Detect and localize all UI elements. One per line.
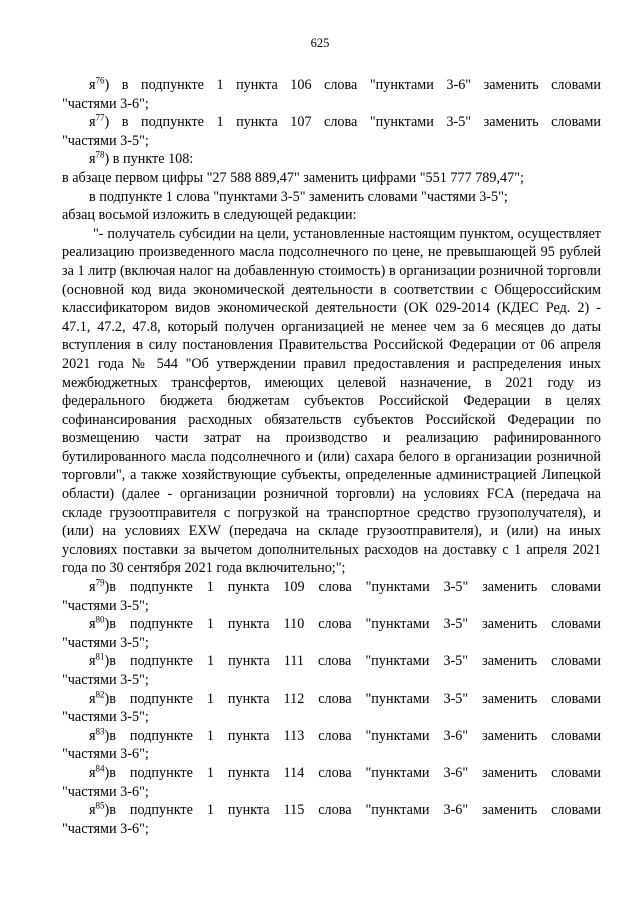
footnote-marker: 78 xyxy=(95,149,105,160)
amendment-continuation: "частями 3-5"; xyxy=(62,672,149,688)
amendment-continuation: "частями 3-5"; xyxy=(62,597,149,614)
amendment-list xyxy=(62,578,601,838)
amendment-line: $я^{82})в$ подпункте 1 пункта 112 слова "пунктами 3-5" заменить словами xyxy=(89,688,601,707)
amendment-continuation: "частями 3-6"; xyxy=(62,820,149,837)
amendment-line: $я^{79})в$ подпункте 1 пункта 109 слова "пунктами 3-5" заменить словами xyxy=(89,577,601,596)
amendment-continuation: "частями 3-5"; xyxy=(62,709,149,726)
amendment-continuation: "частями 3-5"; xyxy=(62,634,149,651)
footnote-marker: 79 xyxy=(95,577,105,588)
footnote-marker: 84 xyxy=(95,763,105,774)
footnote-marker: 76 xyxy=(95,75,105,86)
amendment-continuation: "частями 3-6"; xyxy=(62,783,149,800)
document-body xyxy=(62,76,601,838)
footnote-marker: 77 xyxy=(95,112,105,123)
amendment-line: $я^{81})в$ подпункте 1 пункта 111 слова "пунктами 3-5" заменить словами xyxy=(89,651,601,670)
amendment-line: $я^{78}$) в пункте 108: xyxy=(89,149,194,168)
paragraph: в подпункте 1 слова "пунктами 3-5" заменить словами "частями 3-5"; xyxy=(89,188,508,205)
footnote-marker: 85 xyxy=(95,800,105,811)
page-number: 625 xyxy=(310,36,330,50)
amendment-line: $я^{76}$) в подпункте 1 пункта 106 слова "пунктами 3-6" заменить словами xyxy=(89,75,601,93)
amendment-continuation: "частями 3-5"; xyxy=(62,132,149,149)
amendment-line: $я^{84})в$ подпункте 1 пункта 114 слова "пунктами 3-6" заменить словами xyxy=(89,763,601,781)
amendment-line: $я^{85})в$ подпункте 1 пункта 115 слова "пунктами 3-6" заменить словами xyxy=(89,800,601,819)
amendment-line: $я^{83})в$ подпункте 1 пункта 113 слова "пунктами 3-6" заменить словами xyxy=(89,726,601,744)
footnote-marker: 83 xyxy=(95,726,105,737)
quoted-paragraph: "- получатель субсидии на цели, установленные настоящим пунктом, осуществляет реализацию произведенного масла подсолнечного по цене, не превышающей 95 рублей за 1 литр (включая налог на добавленную стоимость) в организации розничной торговли (основной код вида экономической деятельности в соответствии с Общероссийским классификатором видов экономической деятельности (ОК 029-2014 (КДЕС Ред. 2) - 47.1, 47.2, 47.8, который получен организацией не менее чем за 6 месяцев до даты вступления в силу постановления Правительства Российской Федерации от 06 апреля 2021 года № 544 "Об утверждении правил предоставления и распределения иных межбюджетных трансфертов, имеющих целевой назначение, в 2021 году из федерального бюджета бюджетам субъектов Российской Федерации в целях софинансирования расходных обязательств субъектов Российской Федерации по возмещению части затрат на производство и реализацию рафинированного бутилированного масла подсолнечного и (или) сахара белого в организации розничной торговли", а также хозяйствующие субъекты, определенные администрацией Липецкой области) (далее - организации розничной торговли) на условиях FCA (передача на складе грузоотправителя с погрузкой на транспортное средство грузополучателя), и (или) на условиях EXW (передача на складе грузоотправителя), и (или) на иных условиях поставки за вычетом дополнительных расходов на доставку с 1 апреля 2021 года по 30 сентября 2021 года включительно;"; xyxy=(62,225,601,577)
footnote-marker: 81 xyxy=(95,651,105,662)
amendment-line: $я^{77}$) в подпункте 1 пункта 107 слова "пунктами 3-5" заменить словами xyxy=(89,112,601,131)
amendment-continuation: "частями 3-6"; xyxy=(62,95,149,112)
paragraph: абзац восьмой изложить в следующей редакции: xyxy=(62,207,357,224)
amendment-line: $я^{80})в$ подпункте 1 пункта 110 слова "пунктами 3-5" заменить словами xyxy=(89,614,601,633)
footnote-marker: 80 xyxy=(95,614,105,625)
paragraph: в абзаце первом цифры "27 588 889,47" заменить цифрами "551 777 789,47"; xyxy=(62,169,524,186)
footnote-marker: 82 xyxy=(95,688,105,699)
amendment-continuation: "частями 3-6"; xyxy=(62,746,149,763)
